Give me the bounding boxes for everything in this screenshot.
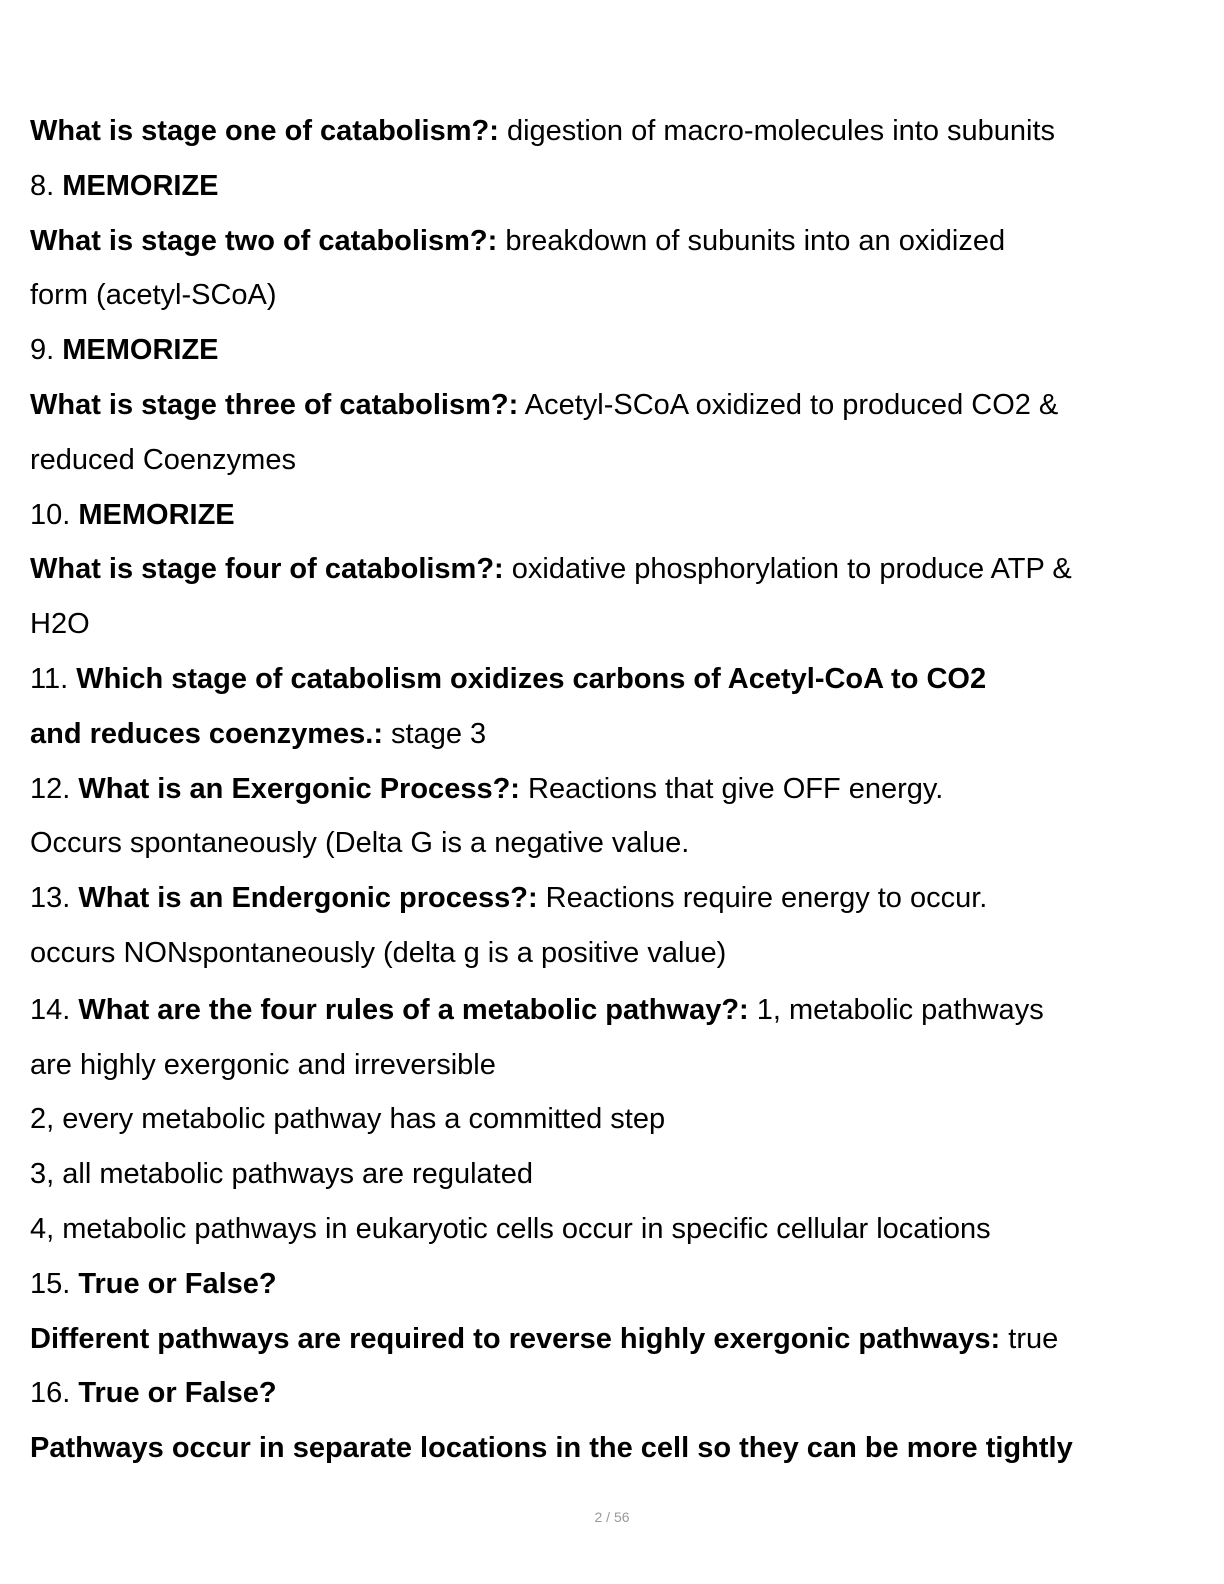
question-text: True or False? [78, 1267, 277, 1300]
answer-text: 3, all metabolic pathways are regulated [30, 1158, 533, 1191]
text-line [30, 1257, 1200, 1312]
item-number: 9. [30, 334, 63, 367]
question-text: Pathways occur in separate locations in the cell so they can be more tightly [30, 1432, 1073, 1465]
answer-text: breakdown of subunits into an oxidized [497, 224, 1006, 257]
text-line [30, 707, 1200, 762]
text-line [30, 488, 1200, 543]
text-line [30, 926, 1200, 981]
answer-text: Reactions require energy to occur. [537, 882, 988, 915]
item-number: 16. [30, 1377, 79, 1410]
answer-text: are highly exergonic and irreversible [30, 1048, 496, 1081]
item-number: 14. [30, 993, 79, 1026]
question-text: True or False? [78, 1377, 277, 1410]
answer-text: Occurs spontaneously (Delta G is a negative value. [30, 827, 690, 860]
text-line [30, 433, 1200, 488]
text-line [30, 871, 1200, 926]
item-number: 10. [30, 498, 79, 531]
text-line [30, 104, 1200, 159]
text-line [30, 214, 1200, 269]
answer-text: true [1000, 1322, 1059, 1355]
question-text: MEMORIZE [62, 334, 219, 367]
question-text: Different pathways are required to reverse highly exergonic pathways: [30, 1322, 1001, 1355]
item-number: 11. [30, 662, 77, 695]
answer-text: oxidative phosphorylation to produce ATP & [503, 553, 1072, 586]
text-line [30, 1147, 1200, 1202]
question-text: What are the four rules of a metabolic pathway?: [78, 993, 749, 1026]
question-text: Which stage of catabolism oxidizes carbons of Acetyl-CoA to CO2 [76, 662, 987, 695]
text-line [30, 597, 1200, 652]
item-number: 12. [30, 772, 79, 805]
question-text: and reduces coenzymes.: [30, 717, 383, 750]
text-line [30, 159, 1200, 214]
answer-text: form (acetyl-SCoA) [30, 279, 277, 312]
item-number: 8. [30, 169, 63, 202]
text-line [30, 1038, 1200, 1093]
text-line [30, 323, 1200, 378]
question-text: What is stage two of catabolism?: [30, 224, 498, 257]
answer-text: stage 3 [382, 717, 487, 750]
answer-text: 4, metabolic pathways in eukaryotic cells occur in specific cellular locations [30, 1212, 991, 1245]
question-text: What is stage four of catabolism?: [30, 553, 504, 586]
answer-text: reduced Coenzymes [30, 443, 296, 476]
text-line [30, 1202, 1200, 1257]
item-number: 13. [30, 882, 79, 915]
answer-text: Acetyl-SCoA oxidized to produced CO2 & [518, 388, 1059, 421]
text-line [30, 652, 1200, 707]
question-text: What is an Exergonic Process?: [78, 772, 520, 805]
item-number: 15. [30, 1267, 79, 1300]
text-line [30, 268, 1200, 323]
answer-text: occurs NONspontaneously (delta g is a positive value) [30, 936, 727, 969]
answer-text: 1, metabolic pathways [748, 993, 1044, 1026]
page-indicator: 2 / 56 [594, 1509, 630, 1525]
answer-text: 2, every metabolic pathway has a committed step [30, 1103, 666, 1136]
text-line [30, 816, 1200, 871]
question-text: What is stage three of catabolism?: [30, 388, 519, 421]
answer-text: digestion of macro-molecules into subunits [498, 115, 1056, 147]
text-line [30, 1312, 1200, 1367]
answer-text: Reactions that give OFF energy. [519, 772, 944, 805]
text-line [30, 1366, 1200, 1421]
question-text: MEMORIZE [78, 498, 235, 531]
text-line [30, 542, 1200, 597]
question-text: What is stage one of catabolism?: [30, 115, 499, 147]
document-body [30, 104, 1200, 1476]
text-line [30, 1421, 1200, 1476]
question-text: What is an Endergonic process?: [78, 882, 538, 915]
question-text: MEMORIZE [62, 169, 219, 202]
text-line [30, 762, 1200, 817]
text-line [30, 378, 1200, 433]
text-line [30, 983, 1200, 1038]
answer-text: H2O [30, 608, 90, 641]
text-line [30, 1092, 1200, 1147]
